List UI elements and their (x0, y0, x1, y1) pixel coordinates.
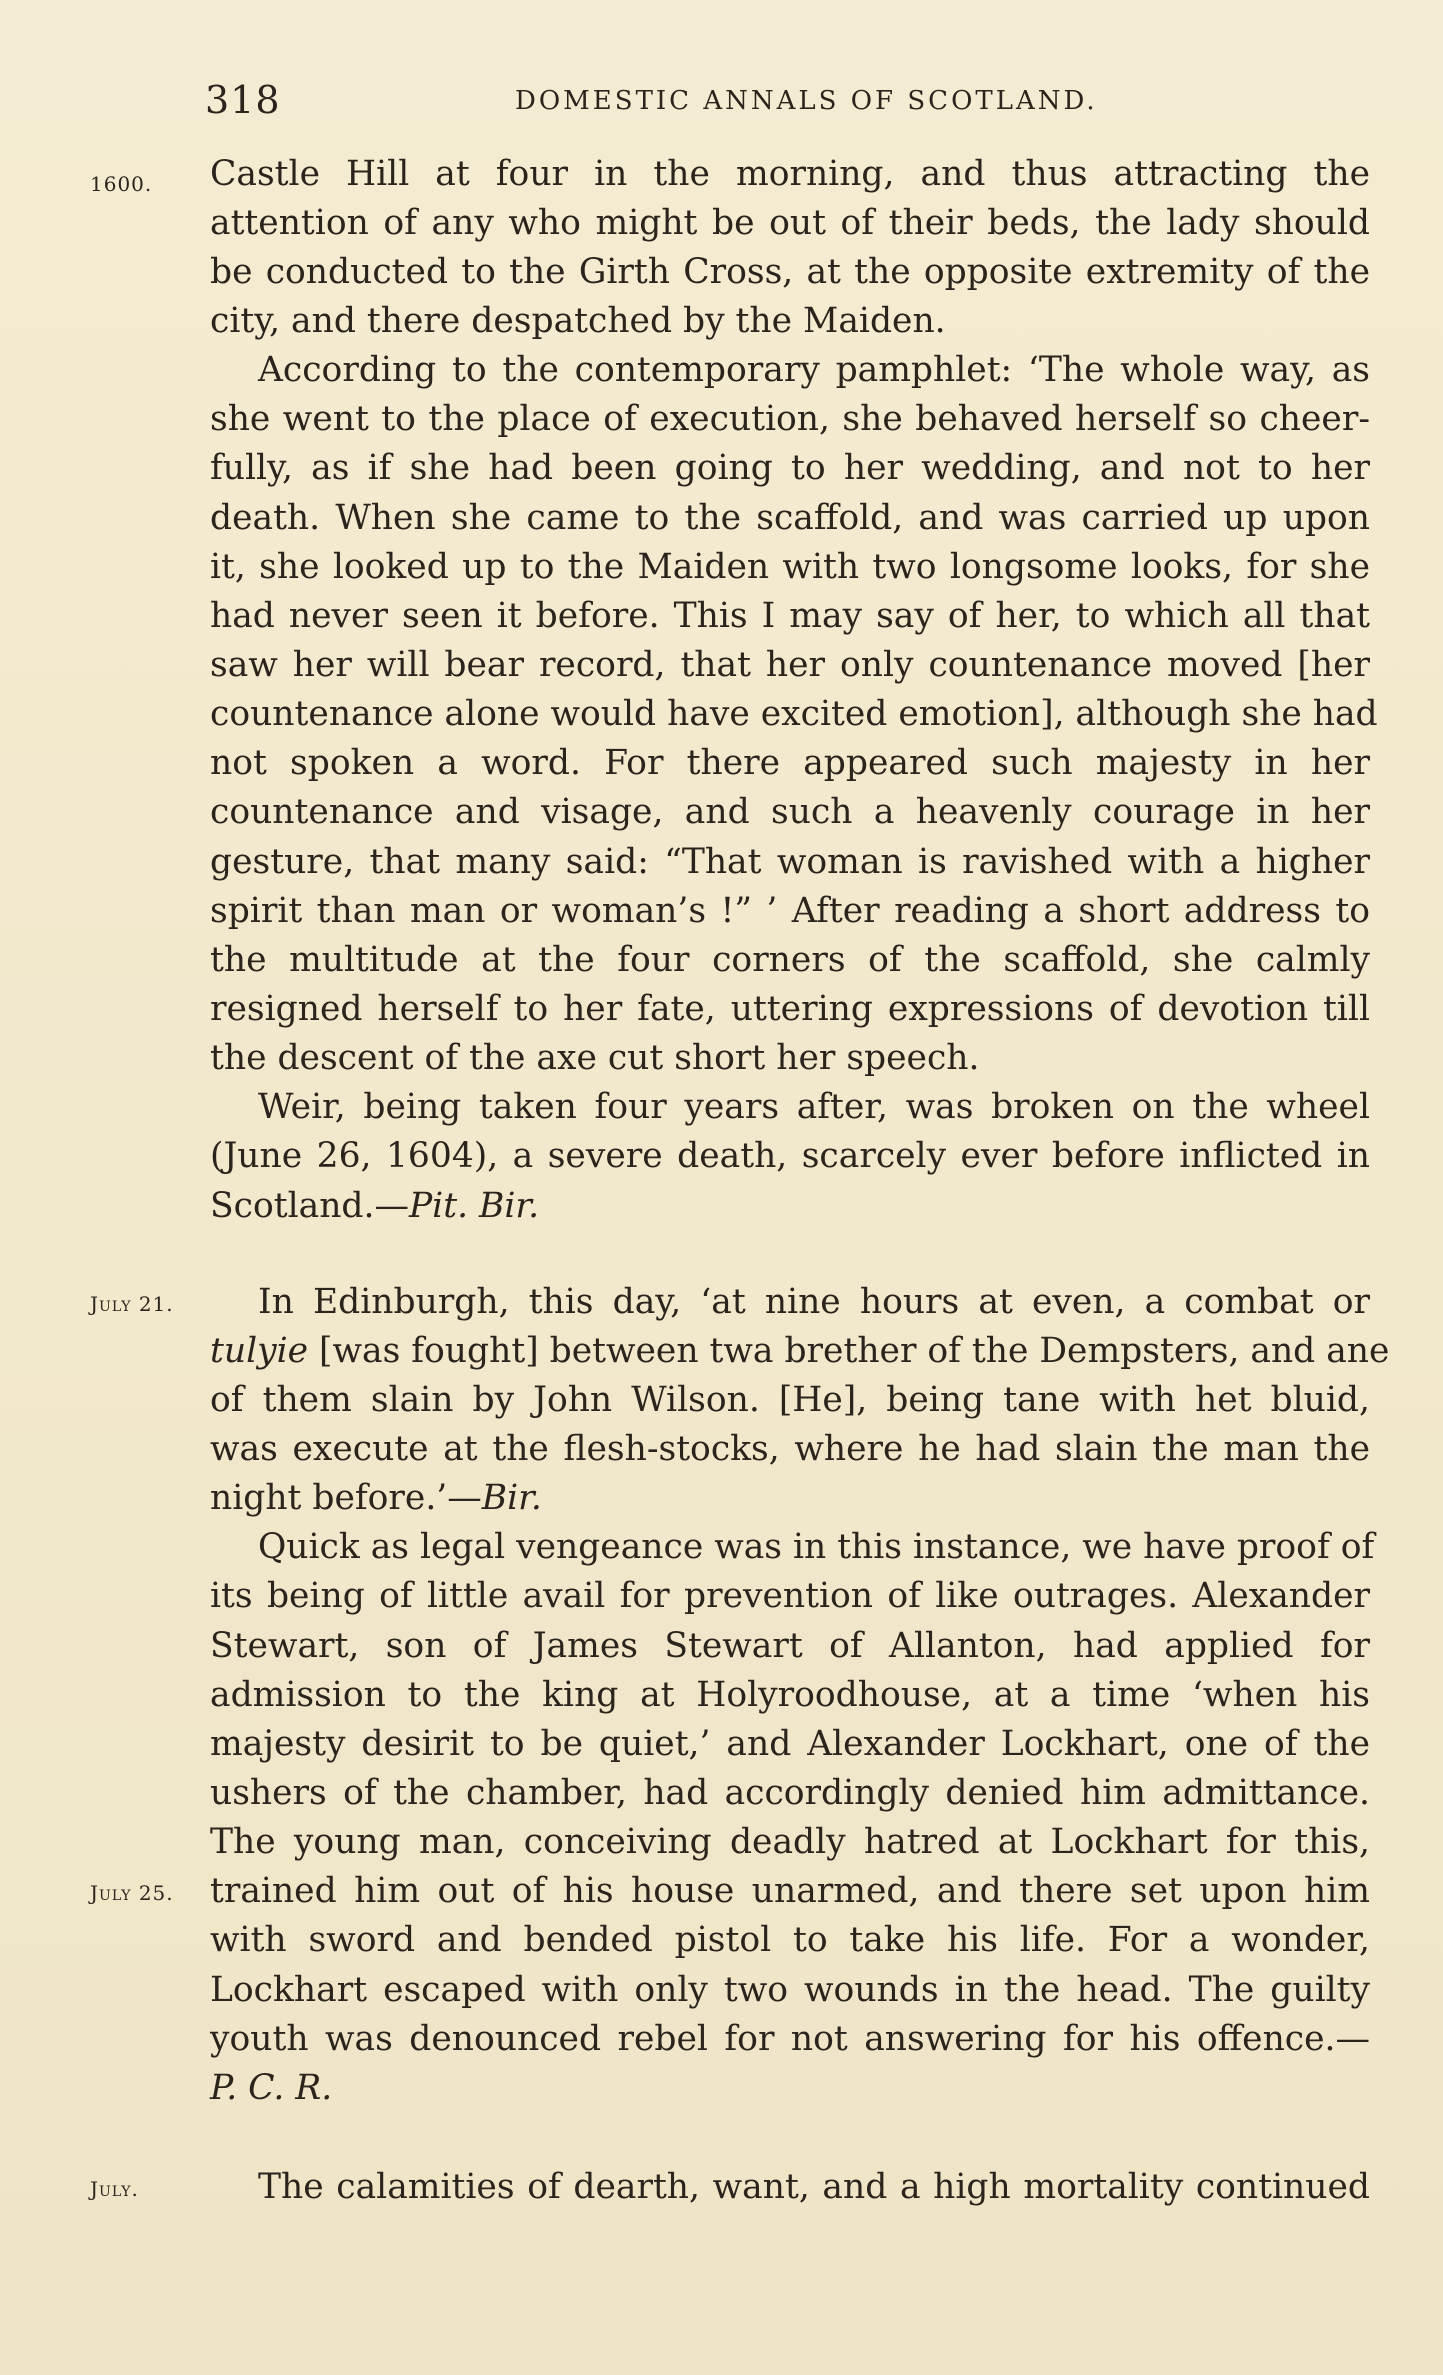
text-line (210, 1474, 1370, 1524)
margin-date: July. (90, 2177, 139, 2201)
text-line: gesture, that many said: “That woman is ravished with a higher (210, 842, 1370, 882)
text-line: countenance alone would have excited emotion], although she had (210, 694, 1378, 734)
margin-date: July 25. (90, 1881, 174, 1905)
text-line: of them slain by John Wilson. [He], being tane with het bluid, (210, 1380, 1370, 1420)
text-line: According to the contemporary pamphlet: ‘The whole way, as (258, 350, 1370, 390)
text-segment: [was fought] between twa brether of the Dempsters, and ane (319, 1331, 1390, 1371)
margin-date: July 21. (90, 1292, 174, 1316)
text-line (210, 1182, 1370, 1232)
text-line: (June 26, 1604), a severe death, scarcely ever before inflicted in (210, 1136, 1370, 1176)
text-line: countenance and visage, and such a heavenly courage in her (210, 792, 1370, 832)
text-line: In Edinburgh, this day, ‘at nine hours at even, a combat or (258, 1282, 1370, 1322)
running-head: DOMESTIC ANNALS OF SCOTLAND. (515, 86, 1098, 116)
text-line: resigned herself to her fate, uttering expressions of devotion till (210, 989, 1370, 1029)
text-line: attention of any who might be out of their beds, the lady should (210, 203, 1370, 243)
source-citation: Pit. (408, 1186, 469, 1226)
text-line: with sword and bended pistol to take his life. For a wonder, (210, 1920, 1370, 1960)
text-line: Castle Hill at four in the morning, and thus attracting the (210, 154, 1370, 194)
italic-word: tulyie (210, 1331, 309, 1371)
text-line: not spoken a word. For there appeared such majesty in her (210, 743, 1370, 783)
text-line: admission to the king at Holyroodhouse, at a time ‘when his (210, 1675, 1370, 1715)
page-header (205, 78, 1290, 122)
text-line: The calamities of dearth, want, and a high mortality continued (258, 2167, 1370, 2207)
source-citation: Bir. (479, 1186, 540, 1226)
text-line: its being of little avail for prevention of like outrages. Alexander (210, 1576, 1370, 1616)
text-line: Quick as legal vengeance was in this instance, we have proof of (258, 1527, 1375, 1567)
text-line: saw her will bear record, that her only countenance moved [her (210, 645, 1370, 685)
text-line: Lockhart escaped with only two wounds in the head. The guilty (210, 1970, 1370, 2010)
text-line: city, and there despatched by the Maiden. (210, 301, 946, 341)
text-line: Stewart, son of James Stewart of Allanton, had applied for (210, 1626, 1370, 1666)
text-line: was execute at the flesh-stocks, where he had slain the man the (210, 1429, 1370, 1469)
source-citation: Bir. (481, 1478, 542, 1518)
text-line: majesty desirit to be quiet,’ and Alexander Lockhart, one of the (210, 1724, 1370, 1764)
text-line: youth was denounced rebel for not answering for his offence.— (210, 2019, 1370, 2059)
text-line: The young man, conceiving deadly hatred at Lockhart for this, (210, 1822, 1370, 1862)
text-segment: Scotland.— (210, 1186, 409, 1226)
text-line (210, 1327, 1390, 1377)
text-line: it, she looked up to the Maiden with two longsome looks, for she (210, 547, 1370, 587)
text-segment: night before.’— (210, 1478, 482, 1518)
text-line: spirit than man or woman’s !” ’ After reading a short address to (210, 891, 1370, 931)
text-line: she went to the place of execution, she behaved herself so cheer- (210, 399, 1370, 439)
text-line: Weir, being taken four years after, was broken on the wheel (258, 1087, 1370, 1127)
text-line: fully, as if she had been going to her wedding, and not to her (210, 448, 1370, 488)
text-line: be conducted to the Girth Cross, at the opposite extremity of the (210, 252, 1370, 292)
page-number: 318 (205, 78, 281, 122)
text-line: the descent of the axe cut short her speech. (210, 1038, 980, 1078)
margin-date: 1600. (90, 172, 153, 196)
text-line: ushers of the chamber, had accordingly denied him admittance. (210, 1773, 1370, 1813)
text-line: had never seen it before. This I may say of her, to which all that (210, 596, 1370, 636)
text-line: death. When she came to the scaffold, and was carried up upon (210, 498, 1370, 538)
source-citation: P. C. R. (210, 2068, 333, 2108)
text-line: trained him out of his house unarmed, and there set upon him (210, 1871, 1370, 1911)
text-line: the multitude at the four corners of the scaffold, she calmly (210, 940, 1370, 980)
